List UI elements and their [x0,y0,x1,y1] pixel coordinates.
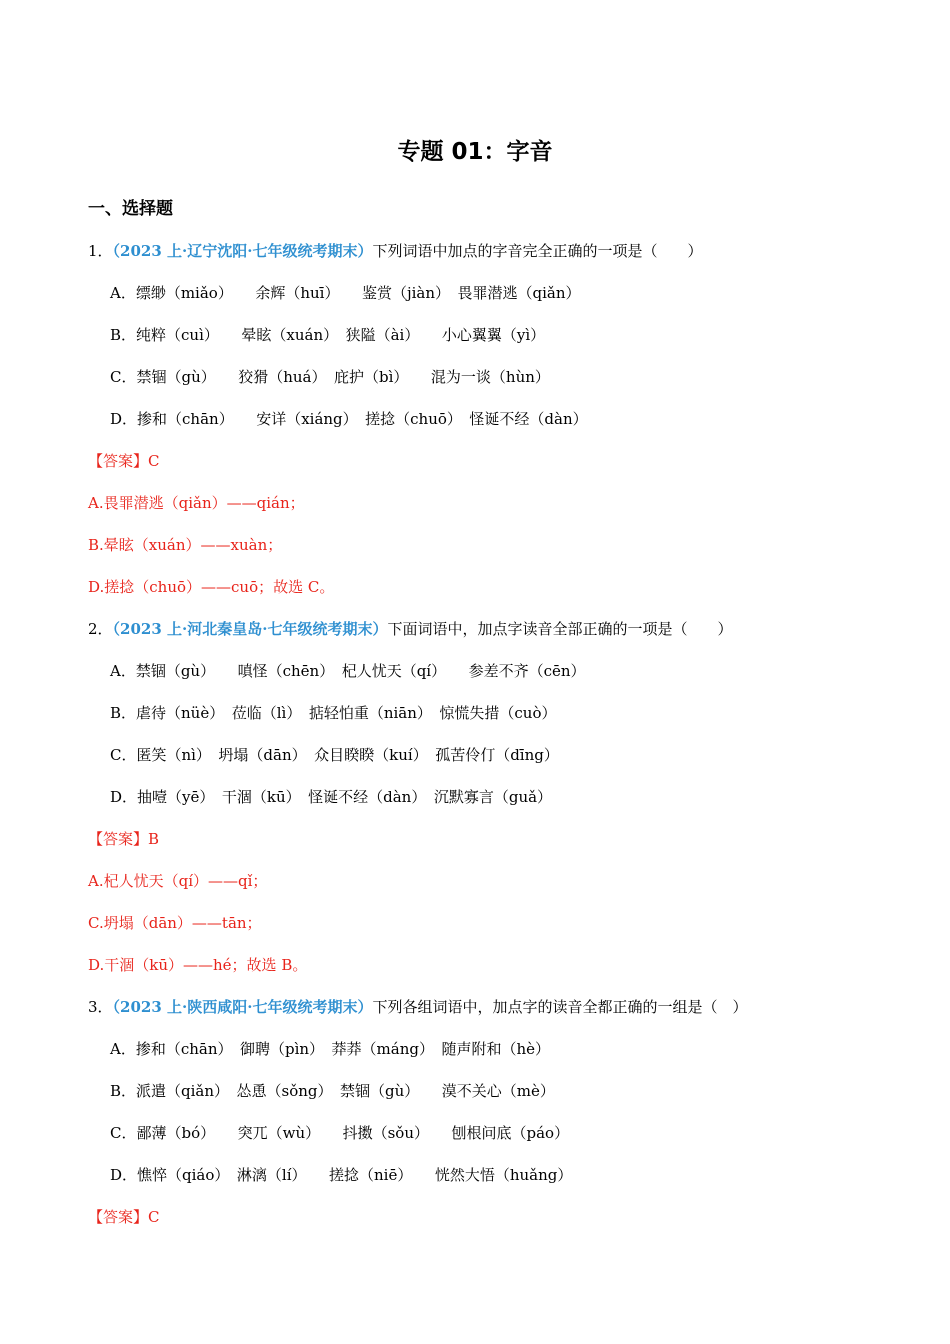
question-source: （2023 上·陕西咸阳·七年级统考期末） [112,998,373,1016]
question-2-stem [88,618,732,640]
question-1-answer: 【答案】C [88,452,160,470]
question-3-option-a: A．掺和（chān） 御聘（pìn） 莽莽（máng） 随声附和（hè） [110,1040,551,1058]
question-1-option-a: A．缥缈（miǎo） 余辉（huī） 鉴赏（jiàn） 畏罪潜逃（qiǎn） [110,284,581,302]
question-2-explanation-1: A.杞人忧天（qí）——qǐ； [88,872,268,890]
question-2-option-a: A．禁锢（gù） 嗔怪（chēn） 杞人忧天（qí） 参差不齐（cēn） [110,662,586,680]
question-2-explanation-3: D.干涸（kū）——hé；故选 B。 [88,956,308,974]
section-heading: 一、选择题 [88,199,173,219]
question-1-stem [88,240,702,262]
question-3-option-c: C．鄙薄（bó） 突兀（wù） 抖擞（sǒu） 刨根问底（páo） [110,1124,570,1142]
question-2-answer: 【答案】B [88,830,160,848]
question-number: 1． [88,242,113,260]
question-3-option-d: D．憔悴（qiáo） 淋漓（lí） 搓捻（niē） 恍然大悟（huǎng） [110,1166,573,1184]
question-1-explanation-1: A.畏罪潜逃（qiǎn）——qián； [88,494,305,512]
question-1-option-c: C．禁锢（gù） 狡猾（huá） 庇护（bì） 混为一谈（hùn） [110,368,550,386]
question-2-option-b: B．虐待（nüè） 莅临（lì） 掂轻怕重（niān） 惊慌失措（cuò） [110,704,557,722]
question-2-option-c: C．匿笑（nì） 坍塌（dān） 众目睽睽（kuí） 孤苦伶仃（dīng） [110,746,559,764]
question-number: 3． [88,998,113,1016]
question-2-option-d: D．抽噎（yē） 干涸（kū） 怪诞不经（dàn） 沉默寡言（guǎ） [110,788,553,806]
question-text: 下面词语中，加点字读音全部正确的一项是（ ） [387,620,733,638]
question-1-option-b: B．纯粹（cuì） 晕眩（xuán） 狭隘（ài） 小心翼翼（yì） [110,326,546,344]
question-2-explanation-2: C.坍塌（dān）——tān； [88,914,262,932]
question-1-explanation-3: D.搓捻（chuō）——cuō；故选 C。 [88,578,335,596]
question-source: （2023 上·河北秦皇岛·七年级统考期末） [112,620,388,638]
question-1-explanation-2: B.晕眩（xuán）——xuàn； [88,536,283,554]
question-3-answer: 【答案】C [88,1208,160,1226]
question-text: 下列词语中加点的字音完全正确的一项是（ ） [372,242,703,260]
question-source: （2023 上·辽宁沈阳·七年级统考期末） [112,242,373,260]
question-3-stem [88,996,747,1018]
page-title: 专题 01：字音 [397,139,553,165]
question-3-option-b: B．派遣（qiǎn） 怂恿（sǒng） 禁锢（gù） 漠不关心（mè） [110,1082,555,1100]
question-1-option-d: D．掺和（chān） 安详（xiáng） 搓捻（chuō） 怪诞不经（dàn） [110,410,588,428]
question-number: 2． [88,620,113,638]
question-text: 下列各组词语中，加点字的读音全都正确的一组是（ ） [372,998,748,1016]
